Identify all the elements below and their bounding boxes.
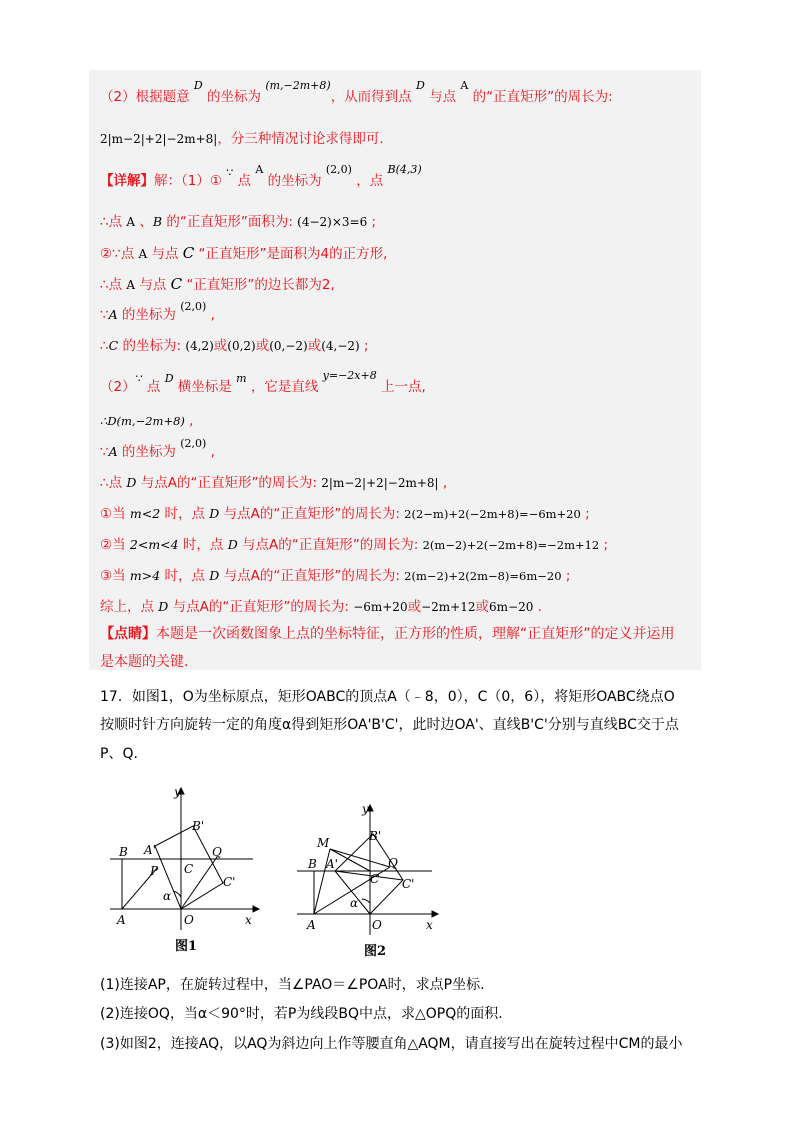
- text: 的“正直矩形”面积为:: [162, 214, 298, 230]
- text: 点: [142, 379, 165, 395]
- text: ，点: [351, 173, 388, 189]
- text: 、: [135, 214, 153, 230]
- label-a: A: [307, 918, 316, 932]
- math: ∵: [226, 166, 234, 179]
- x-axis-arrow: [432, 911, 438, 917]
- text: 或: [213, 338, 228, 354]
- math: −6m+20: [353, 600, 408, 614]
- math: D: [227, 537, 238, 552]
- math: m: [236, 372, 247, 385]
- text: ;: [599, 537, 609, 553]
- text: （2）根据题意: [100, 89, 194, 105]
- solution-line-17: [100, 625, 675, 643]
- text: ，它是直线: [246, 379, 323, 395]
- math: A: [108, 307, 118, 322]
- label-o: O: [372, 918, 382, 932]
- detail-tag: 【详解】: [100, 173, 154, 189]
- text: 上一点,: [376, 379, 426, 395]
- angle-arc: [362, 899, 370, 903]
- text: ②∵点: [100, 246, 139, 262]
- solution-line-2: [100, 130, 384, 148]
- text: 与点A的“正直矩形”的周长为:: [237, 537, 423, 553]
- label-x: x: [426, 918, 433, 932]
- math: D: [126, 475, 137, 490]
- solution-line-10: [100, 412, 193, 430]
- math: D: [164, 372, 174, 385]
- solution-line-6: [100, 275, 335, 294]
- math: D: [415, 79, 425, 92]
- text: 或: [407, 599, 422, 615]
- text: 的“正直矩形”的周长为:: [468, 89, 613, 105]
- math: D: [193, 79, 203, 92]
- text: ，分三种情况讨论求得即可.: [217, 131, 384, 147]
- math: C: [108, 338, 119, 353]
- label-c: C: [184, 862, 194, 876]
- text: 是本题的关键.: [100, 654, 189, 670]
- label-m: M: [317, 836, 330, 850]
- text: 或: [475, 599, 489, 615]
- math: A: [126, 278, 136, 292]
- text: .: [533, 599, 542, 615]
- text: 与点A的“正直矩形”的周长为:: [219, 506, 405, 522]
- label-a-prime: A': [326, 857, 338, 871]
- math: (m,−2m+8): [265, 79, 331, 92]
- comment-tag: 【点睛】: [100, 626, 156, 642]
- text: 横坐标是: [173, 379, 237, 395]
- math: A: [108, 444, 118, 459]
- problem-line-2: 按顺时针方向旋转一定的角度α得到矩形OA'B'C'，此时边OA'、直线B'C'分别与直线BC交于点: [100, 717, 679, 733]
- text: 时，点: [178, 537, 228, 553]
- solution-line-4: [100, 213, 376, 231]
- solution-line-1: [100, 79, 613, 107]
- math: A: [138, 247, 148, 261]
- text: 的坐标为: [117, 307, 181, 323]
- question-2: (2)连接OQ，当α＜90°时，若P为线段BQ中点，求△OPQ的面积.: [100, 1006, 503, 1022]
- solution-line-16: [100, 598, 542, 616]
- text: 或: [255, 338, 270, 354]
- label-q: Q: [212, 845, 222, 859]
- math: (2,0): [180, 437, 207, 450]
- text: 的坐标为: [202, 89, 266, 105]
- question-3: (3)如图2，连接AQ，以AQ为斜边向上作等腰直角△AQM，请直接写出在旋转过程中CM的最小: [100, 1036, 683, 1052]
- solution-line-3: [100, 163, 422, 191]
- problem-line-3: P、Q.: [100, 746, 138, 762]
- text: （2）: [100, 379, 136, 395]
- figure-1: [105, 780, 265, 960]
- label-b: B: [308, 857, 317, 871]
- label-b-prime: B': [369, 829, 382, 843]
- figure-2: [292, 795, 452, 965]
- text: “正直矩形”的边长都为2,: [182, 277, 335, 293]
- solution-line-13: [100, 505, 590, 523]
- text: 或: [307, 338, 322, 354]
- text: ∵: [100, 307, 109, 323]
- solution-line-7: [100, 300, 215, 325]
- text: ∵: [100, 444, 109, 460]
- text: ,: [438, 475, 448, 491]
- math: 2|m−2|+2|−2m+8|: [321, 476, 439, 490]
- text: ;: [561, 568, 571, 584]
- math: A: [126, 215, 136, 229]
- text: ∴点: [100, 277, 127, 293]
- figure-2-caption: 图2: [364, 944, 387, 959]
- text: ,: [184, 413, 194, 429]
- math: m>4: [129, 568, 161, 583]
- solution-line-15: [100, 567, 570, 585]
- math: (2,0): [325, 163, 352, 176]
- math: 6m−20: [489, 600, 534, 614]
- text: 的坐标为: [117, 444, 181, 460]
- label-p: P: [150, 864, 159, 878]
- math: (4,−2): [321, 339, 360, 353]
- solution-line-8: [100, 337, 369, 355]
- label-y: y: [174, 785, 181, 799]
- math: C: [170, 275, 183, 293]
- math: C: [182, 244, 195, 262]
- text: ;: [367, 214, 377, 230]
- label-b-prime: B': [192, 819, 205, 833]
- text: 与点: [424, 89, 461, 105]
- label-a: A: [117, 913, 126, 927]
- text: ∴: [100, 338, 109, 354]
- text: ;: [580, 506, 590, 522]
- text: 与点: [147, 246, 183, 262]
- label-b: B: [119, 845, 128, 859]
- x-axis-arrow: [253, 906, 259, 912]
- label-o: O: [184, 913, 194, 927]
- text: 的坐标为: [263, 173, 326, 189]
- text: ，从而得到点: [330, 89, 416, 105]
- math: D: [209, 568, 220, 583]
- text: 与点A的“正直矩形”的周长为:: [219, 568, 405, 584]
- label-c-prime: C': [223, 875, 236, 889]
- math: B: [152, 214, 163, 229]
- text: ∴点: [100, 475, 127, 491]
- math: (4−2)×3=6: [297, 215, 368, 229]
- label-q: Q: [388, 856, 398, 870]
- label-c-prime: C': [402, 877, 415, 891]
- text: ∴点: [100, 214, 127, 230]
- math: 2(m−2)+2(2m−8)=6m−20: [404, 569, 562, 583]
- text: ,: [206, 444, 215, 460]
- math: 2|m−2|+2|−2m+8|: [100, 132, 218, 146]
- solution-line-9: [100, 369, 426, 397]
- math: 2<m<4: [129, 537, 179, 552]
- figure-1-caption: 图1: [175, 939, 198, 954]
- math: ∴D(m,−2m+8): [100, 414, 185, 428]
- text: “正直矩形”是面积为4的正方形,: [194, 246, 388, 262]
- solution-line-18: [100, 653, 188, 671]
- text: 与点A的“正直矩形”的周长为:: [168, 599, 354, 615]
- math: A: [460, 79, 469, 92]
- math: ∵: [135, 372, 143, 385]
- text: 点: [233, 173, 256, 189]
- math: A: [255, 163, 264, 176]
- text: 与点: [135, 277, 171, 293]
- math: D: [158, 599, 169, 614]
- question-1: (1)连接AP，在旋转过程中，当∠PAO＝∠POA时，求点P坐标.: [100, 977, 485, 993]
- label-a-prime: A': [144, 843, 156, 857]
- math: −2m+12: [421, 600, 476, 614]
- line-diag: [335, 871, 403, 880]
- math: m<2: [129, 506, 161, 521]
- line-mq: [330, 849, 390, 867]
- solution-line-12: [100, 474, 447, 492]
- math: (0,2): [227, 339, 256, 353]
- text: 综上，点: [100, 599, 159, 615]
- math: D: [209, 506, 220, 521]
- math: B(4,3): [387, 163, 422, 176]
- text: 与点A的“正直矩形”的周长为:: [136, 475, 322, 491]
- math: (2,0): [180, 300, 207, 313]
- math: 2(2−m)+2(−2m+8)=−6m+20: [404, 507, 581, 521]
- text: ②当: [100, 537, 130, 553]
- text: ,: [206, 307, 215, 323]
- text: ;: [359, 338, 369, 354]
- math: (4,2): [185, 339, 214, 353]
- text: 的坐标为:: [118, 338, 186, 354]
- text: 本题是一次函数图象上点的坐标特征，正方形的性质，理解“正直矩形”的定义并运用: [156, 626, 675, 642]
- label-alpha: α: [163, 889, 172, 903]
- solution-line-11: [100, 437, 215, 462]
- text: 解：（1）①: [154, 173, 227, 189]
- math: (0,−2): [269, 339, 308, 353]
- label-x: x: [245, 913, 252, 927]
- solution-line-5: [100, 244, 387, 263]
- text: 时，点: [160, 506, 210, 522]
- text: 时，点: [160, 568, 210, 584]
- label-y: y: [362, 802, 369, 816]
- math: y=−2x+8: [322, 369, 377, 382]
- solution-line-14: [100, 536, 608, 554]
- label-c: C: [370, 872, 380, 886]
- label-alpha: α: [350, 896, 359, 910]
- problem-line-1: 17．如图1，O为坐标原点，矩形OABC的顶点A（﹣8，0），C（0，6），将矩形OABC绕点O: [100, 689, 675, 705]
- math: 2(m−2)+2(−2m+8)=−2m+12: [422, 538, 600, 552]
- text: ③当: [100, 568, 130, 584]
- text: ①当: [100, 506, 130, 522]
